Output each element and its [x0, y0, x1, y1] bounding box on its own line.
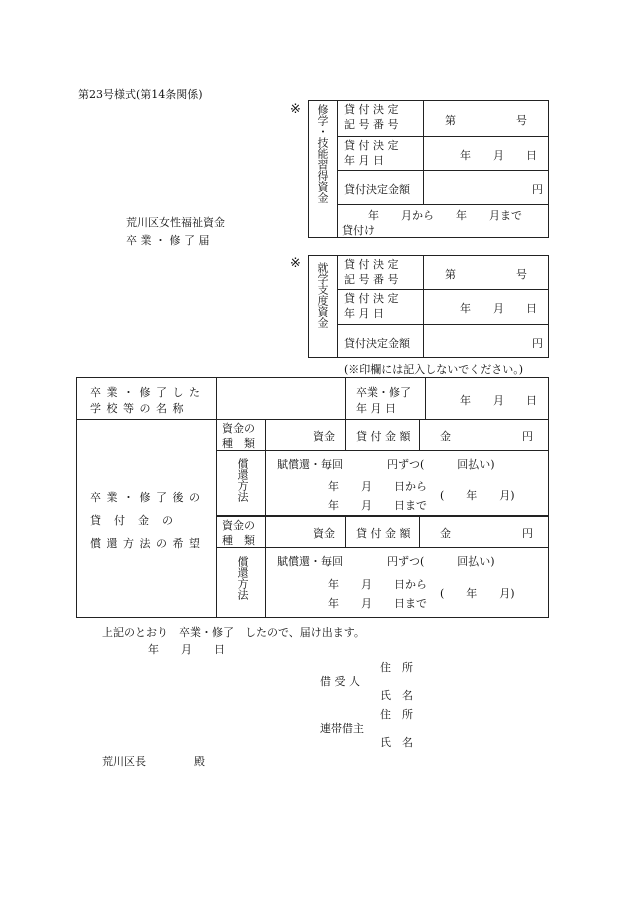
skill-row1-value-b: 号: [516, 114, 527, 127]
guarantor-address-label: 住 所: [380, 708, 413, 721]
skill-row3-label: 貸付決定金額: [344, 183, 410, 196]
method-line3-2[interactable]: 年 月 日まで: [328, 597, 427, 610]
emp-row2-label-b: 年 月 日: [344, 307, 384, 320]
office-use-mark-2: ※: [290, 256, 301, 271]
repay-label-a: 卒 業 ・ 修 了 後 の: [90, 491, 201, 504]
method-line1[interactable]: 賦償還・毎回 円ずつ( 回払い): [277, 458, 495, 471]
loan-amount-label: 貸 付 金 額: [356, 430, 411, 443]
method-label: 償還方法: [236, 458, 249, 502]
skill-fund-category: 修学・技能習得資金: [316, 104, 329, 203]
form-number: 第23号様式(第14条関係): [78, 88, 203, 101]
skill-row3-value[interactable]: 円: [532, 183, 543, 196]
loan-amount-prefix-2: 金: [440, 527, 451, 540]
repay-label-c: 償 還 方 法 の 希 望: [90, 537, 201, 550]
grad-date-label-b: 年 月 日: [356, 402, 396, 415]
loan-amount-prefix: 金: [440, 430, 451, 443]
method-line2-2[interactable]: 年 月 日から: [328, 578, 427, 591]
guarantor-label: 連帯借主: [320, 722, 364, 735]
fund-type-label-b: 種 類: [222, 437, 255, 450]
skill-row2-label-b: 年 月 日: [344, 154, 384, 167]
emp-row1-label-b: 記 号 番 号: [344, 273, 399, 286]
fund-type-label-a-2: 資金の: [222, 519, 255, 532]
borrower-name-label: 氏 名: [380, 689, 413, 702]
method-paren[interactable]: ( 年 月): [440, 489, 515, 502]
honorific: 殿: [194, 755, 205, 768]
method-line1-2[interactable]: 賦償還・毎回 円ずつ( 回払い): [277, 555, 495, 568]
method-line3[interactable]: 年 月 日まで: [328, 499, 427, 512]
statement: 上記のとおり 卒業・修了 したので、届け出ます。: [102, 626, 365, 639]
form-title-line1: 荒川区女性福祉資金: [126, 216, 225, 229]
guarantor-name-label: 氏 名: [380, 736, 413, 749]
emp-row3-label: 貸付決定金額: [344, 337, 410, 350]
borrower-address-label: 住 所: [380, 661, 413, 674]
skill-row1-label-a: 貸 付 決 定: [344, 103, 399, 116]
repay-label-b: 貸 付 金 の: [90, 514, 174, 527]
loan-amount-label-2: 貸 付 金 額: [356, 527, 411, 540]
method-line2[interactable]: 年 月 日から: [328, 480, 427, 493]
fund-type-suffix[interactable]: 資金: [313, 430, 335, 443]
loan-amount-suffix-2[interactable]: 円: [522, 527, 533, 540]
school-label-b: 学 校 等 の 名 称: [90, 402, 185, 415]
method-paren-2[interactable]: ( 年 月): [440, 587, 515, 600]
skill-row4-text[interactable]: 年 月から 年 月まで: [368, 209, 522, 222]
emp-row2-value[interactable]: 年 月 日: [460, 302, 537, 315]
form-title-line2: 卒 業 ・ 修 了 届: [126, 234, 210, 247]
fund-type-label-a: 資金の: [222, 422, 255, 435]
emp-row2-label-a: 貸 付 決 定: [344, 292, 399, 305]
addressee: 荒川区長: [102, 755, 146, 768]
emp-row3-value[interactable]: 円: [532, 337, 543, 350]
office-use-mark: ※: [290, 102, 301, 117]
grad-date-value[interactable]: 年 月 日: [460, 394, 537, 407]
emp-row1-label-a: 貸 付 決 定: [344, 258, 399, 271]
office-note: (※印欄には記入しないでください。): [344, 363, 524, 376]
borrower-label: 借 受 人: [320, 675, 360, 688]
grad-date-label-a: 卒業・修了: [356, 386, 411, 399]
fund-type-label-b-2: 種 類: [222, 534, 255, 547]
skill-row2-value[interactable]: 年 月 日: [460, 149, 537, 162]
method-label-2: 償還方法: [236, 556, 249, 600]
emp-row1-value-a[interactable]: 第: [445, 268, 456, 281]
employment-fund-category: 就学支度資金: [316, 262, 329, 328]
school-label-a: 卒 業 ・ 修 了 し た: [90, 386, 201, 399]
fund-type-suffix-2[interactable]: 資金: [313, 527, 335, 540]
submission-date[interactable]: 年 月 日: [148, 643, 225, 656]
skill-row1-value-a[interactable]: 第: [445, 114, 456, 127]
skill-row4-text2: 貸付け: [342, 224, 375, 237]
skill-row2-label-a: 貸 付 決 定: [344, 139, 399, 152]
emp-row1-value-b: 号: [516, 268, 527, 281]
loan-amount-suffix[interactable]: 円: [522, 430, 533, 443]
skill-row1-label-b: 記 号 番 号: [344, 118, 399, 131]
